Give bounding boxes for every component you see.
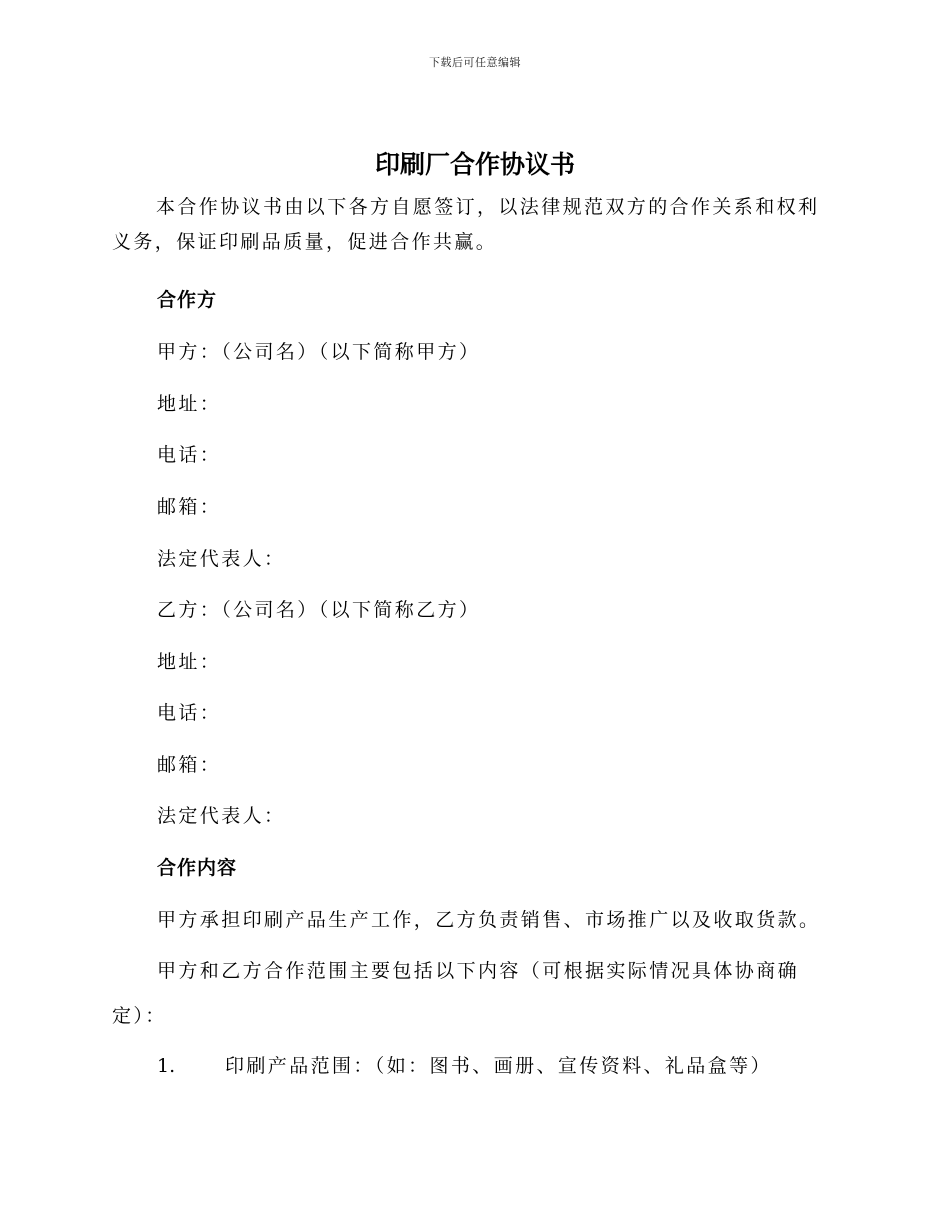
content-paragraph-1: 甲方承担印刷产品生产工作，乙方负责销售、市场推广以及收取货款。 xyxy=(157,909,821,931)
header-note: 下载后可任意编辑 xyxy=(429,56,521,69)
party-a-address: 地址： xyxy=(157,393,222,415)
list-item-text: 印刷产品范围：（如：图书、画册、宣传资料、礼品盒等） xyxy=(225,1055,772,1077)
list-item-number: 1. xyxy=(157,1055,176,1077)
party-a-email: 邮箱： xyxy=(157,496,222,518)
content-paragraph-2: 甲方和乙方合作范围主要包括以下内容（可根据实际情况具体协商确定）： xyxy=(112,960,800,1027)
party-a-phone: 电话： xyxy=(157,444,222,466)
section-heading-content: 合作内容 xyxy=(157,857,238,879)
section-heading-parties: 合作方 xyxy=(157,289,218,311)
party-a-representative: 法定代表人： xyxy=(157,548,286,570)
party-b-phone: 电话： xyxy=(157,702,222,724)
party-b-name: 乙方：（公司名）（以下简称乙方） xyxy=(157,599,481,621)
party-b-email: 邮箱： xyxy=(157,754,222,776)
party-b-representative: 法定代表人： xyxy=(157,805,286,827)
document-title: 印刷厂合作协议书 xyxy=(374,150,575,179)
party-b-address: 地址： xyxy=(157,651,222,673)
party-a-name: 甲方：（公司名）（以下简称甲方） xyxy=(157,341,481,363)
list-item xyxy=(157,1051,772,1081)
intro-paragraph: 本合作协议书由以下各方自愿签订，以法律规范双方的合作关系和权利义务，保证印刷品质量，促进合作共赢。 xyxy=(112,196,820,253)
